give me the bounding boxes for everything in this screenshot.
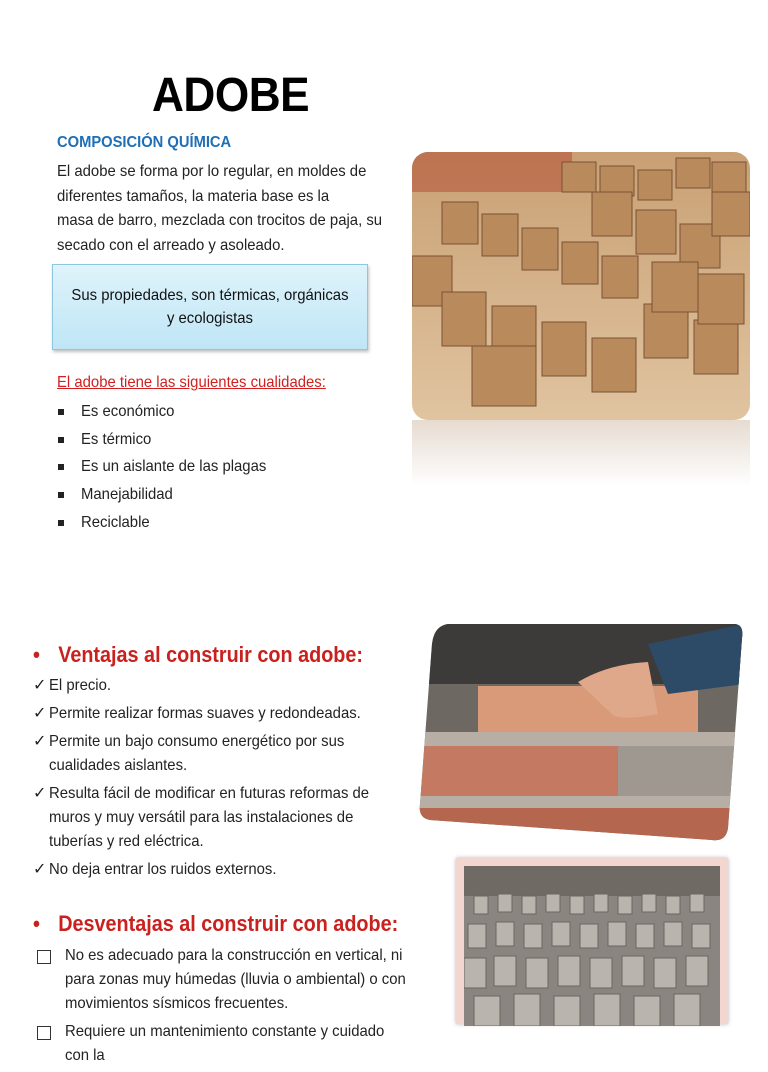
square-bullet-icon xyxy=(58,409,64,415)
properties-callout-box xyxy=(52,264,368,350)
advantages-heading: • Ventajas al construir con adobe: xyxy=(33,642,363,667)
page-title: ADOBE xyxy=(152,69,310,122)
square-bullet-icon xyxy=(58,520,64,526)
list-item: Es económico xyxy=(57,398,280,426)
adobe-bricks-photo xyxy=(412,152,750,420)
checkmark-icon: ✓ xyxy=(33,677,47,694)
adobe-blocks-image xyxy=(464,866,720,1026)
bullet-icon: • xyxy=(33,911,40,936)
checkbox-icon xyxy=(37,950,51,964)
disadvantages-list xyxy=(37,944,432,1072)
list-item: Manejabilidad xyxy=(57,481,280,509)
checkmark-icon: ✓ xyxy=(33,733,47,750)
qualities-heading: El adobe tiene las siguientes cualidades: xyxy=(57,374,326,391)
list-item: Es un aislante de las plagas xyxy=(57,453,280,481)
composition-line: masa de barro, mezclada con trocitos de paja, su xyxy=(57,212,383,229)
composition-line: secado con el arreado y asoleado. xyxy=(57,236,285,254)
square-bullet-icon xyxy=(58,492,64,498)
disadvantages-heading: • Desventajas al construir con adobe: xyxy=(33,911,399,936)
bullet-icon: • xyxy=(33,642,40,667)
checkmark-icon: ✓ xyxy=(33,785,47,802)
bricklaying-photo xyxy=(418,624,744,842)
adobe-blocks-field-photo xyxy=(456,858,728,1024)
list-item: Requiere un mantenimiento constante y cuidado con la xyxy=(37,1020,432,1068)
qualities-list xyxy=(57,398,280,536)
checkbox-icon xyxy=(37,1026,51,1040)
bricklaying-image xyxy=(418,624,744,842)
checkmark-icon: ✓ xyxy=(33,861,47,878)
list-item: ✓ Permite un bajo consumo energético por sus cualidades aislantes. xyxy=(33,730,413,778)
list-item: Es térmico xyxy=(57,426,280,454)
list-item: ✓ No deja entrar los ruidos externos. xyxy=(33,858,413,882)
photo-reflection xyxy=(412,420,750,486)
list-item: No es adecuado para la construcción en vertical, ni para zonas muy húmedas (lluvia o ambiental) o con movimientos sísmicos frecuentes. xyxy=(37,944,432,1016)
composition-text xyxy=(57,160,417,258)
callout-line: Sus propiedades, son térmicas, orgánicas xyxy=(71,287,349,304)
advantages-list xyxy=(33,674,413,886)
composition-line: El adobe se forma por lo regular, en moldes de xyxy=(57,163,367,180)
list-item: ✓ El precio. xyxy=(33,674,413,698)
callout-line: y ecologistas xyxy=(166,310,254,327)
list-item: Reciclable xyxy=(57,509,280,537)
square-bullet-icon xyxy=(58,464,64,470)
square-bullet-icon xyxy=(58,437,64,443)
checkmark-icon: ✓ xyxy=(33,705,47,722)
adobe-bricks-image xyxy=(412,152,750,420)
list-item: ✓ Resulta fácil de modificar en futuras reformas de muros y muy versátil para las instalaciones de tuberías y red eléctrica. xyxy=(33,782,413,854)
list-item: ✓ Permite realizar formas suaves y redondeadas. xyxy=(33,702,413,726)
composition-line: diferentes tamaños, la materia base es la xyxy=(57,187,330,205)
composition-heading: COMPOSICIÓN QUÍMICA xyxy=(57,134,232,151)
